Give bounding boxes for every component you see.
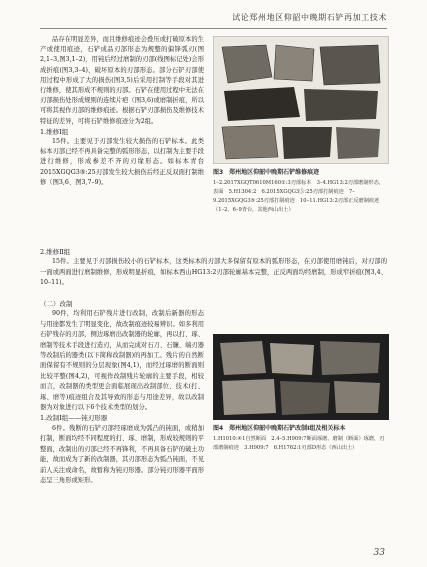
page-number: 33: [373, 548, 385, 558]
full-width-block: [40, 247, 387, 289]
paragraph: 15件。主要见于刃部损伤较小的石铲标本，这类标本的刃部大多保留有原本的弧形形态，在刃部使用磨钝后，对刃部的一面或两面进行磨制维修，形成明显折痕，如标本西山HG13:2刃部轮廓基本完整，正反两面均经磨制，形成窄折痕(图3,4、10–11)。: [40, 258, 387, 287]
section-heading: 1.维修Ⅰ组: [40, 127, 69, 136]
running-header: [40, 10, 387, 29]
paragraph: 15件。主要见于刃部发生较大损伤的石铲标本。此类标本刃部已经不再具备完整的弧形形态，以打制为主要手段进行维修，形成参差不齐的刃缘形态。如标本青台2015XGQG3⑤:25刃部发生较大损伤后经正反双面打制维修（图3,6、图3,7–9)。: [40, 138, 204, 186]
figure-title: 图3 郑州地区仰韶中晚期石铲维修痕迹: [213, 169, 320, 176]
section-heading: （二）改制: [40, 300, 73, 308]
figure-photo-plate: [213, 36, 389, 164]
section-heading: 2.维修Ⅱ组: [40, 248, 71, 256]
figure-caption-block: [213, 168, 389, 215]
figure-caption: 1–2.2017XGQT0610M160①:3刃部标本 3–4.HG13:2刃部磨制形态，表面 5.H1304:2 6.2015XGQG3⑤:25刃部打制痕迹 7–9.2015XGQG3⑤:25刃部打制痕迹 10–11.HG13:2刃部正反磨制痕迹（1–2、6–9青台，其他西山出土）: [213, 180, 385, 213]
figure-caption: 1.H1010:④1自然断面 2.4–5.H909:7断面琢磨、磨制（断面）琢磨，刃部磨制痕迹 3.H909:7 6.H1762:1刃部D形态（西山出土）: [213, 436, 385, 451]
figure-caption-block: [213, 424, 389, 453]
figure-4-illustration: [214, 335, 388, 419]
running-title: 试论郑州地区仰韶中晚期石铲再加工技术: [232, 13, 387, 22]
paragraph: 6件。残断的石铲刃部经琢磨成为弧凸的钝面，或稍加打制，断面均经不同程度的打、琢、磨制，形成较规则的平整面，改制出的刃部已经不再锋利，不再具备石铲的破土功能，故而成为了新的改制器，其刃部形态为弧凸钝面，不见前人关注或命名，故暂称为钝刃形器。部分钝刃形器平面形态呈三角形或矩形。: [40, 424, 204, 484]
figure-3-illustration: [214, 37, 388, 163]
left-column-top: [40, 35, 204, 217]
paragraph: 90件，均利用石铲残片进行改制，改制后新器的形态与用途都发生了明显变化，故改制痕迹较易辨识。如多利用石铲残存的刃部，侧边琢磨出改制器的轮廓，再以打、琢、磨制等技术手段进行造刃，从而完成对石刀、石镰、端刃器等改制后的器类(以下简称改制器)的再加工。残片的自然断面保留有不规则的分层现象(图4,1)，而经过琢磨的断面则比较平整(图4,2)，可视作改制残片轮廓的主要手段，相较而言，改制器的类型更会面临展现出改制部位、技术(打、琢、磨等)痕迹组合及其导致的形态与用途差异，故以改制器为对象进行以下6个技术类型的划分。: [40, 310, 204, 412]
figure-photo-plate: [213, 334, 389, 420]
paragraph: 品存在明显差异，而且维修痕迹会叠压或打破原本的生产或使用痕迹，石铲成品刃部形态为规整的偏锋弧刃(图2,1–3,图3,1–2)，用钝后经过磨制的刃部(线图标记处)会形成折痕(图3,3–4)，破坏原本的刃部形态。部分石铲刃部使用过程中形成了大的损伤(图3,5)后采用打制等手段对其进行维修，使其形成不规则的刃部。石铲在使用过程中无法在刃部损伤处形成规则的连续片疤（图3,6)或磨制折痕，所以可将其视作刃部的维修痕迹。根据石铲刃部损伤及维修技术特征的差异，可将石铲维修痕迹分为2组。: [40, 36, 204, 125]
left-column-bottom: [40, 299, 204, 486]
section-heading: 1.改制Ⅰ组——钝刃形器: [40, 414, 108, 423]
figure-title: 图4 郑州地区仰韶中晚期石铲改制Ⅰ组及相关标本: [213, 425, 346, 432]
